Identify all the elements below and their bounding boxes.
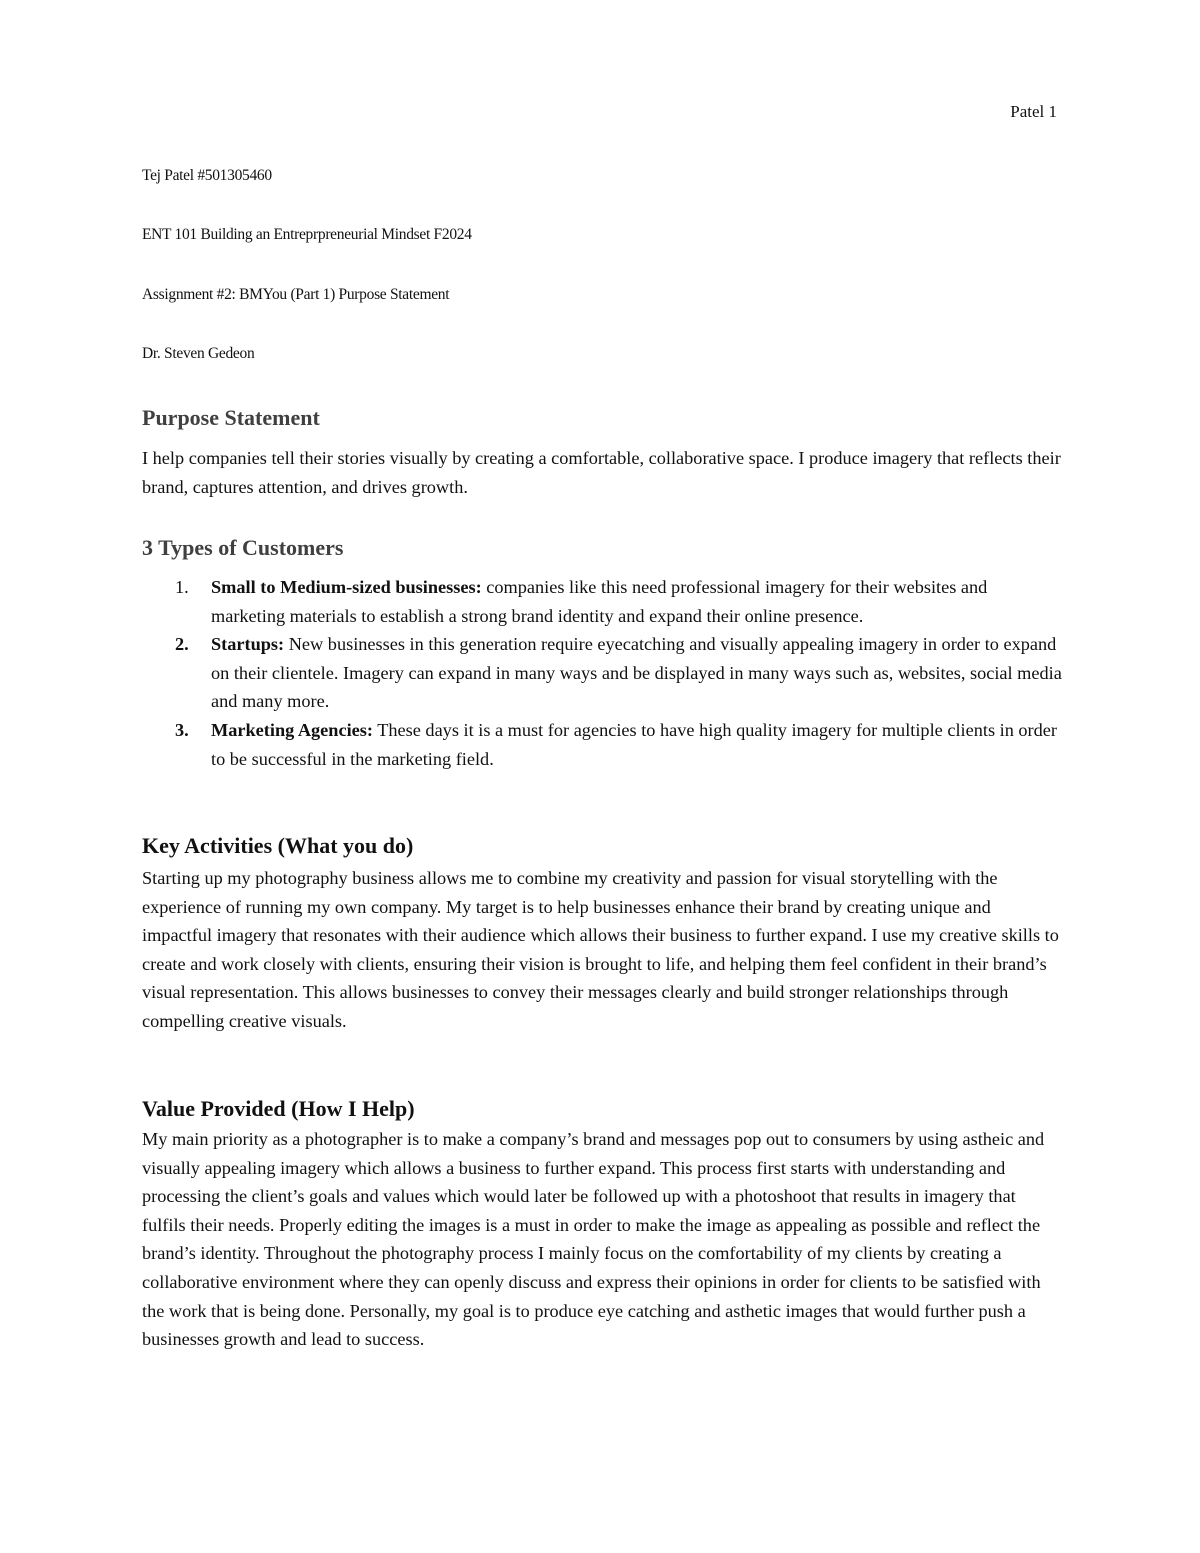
list-item-number: 1. — [175, 577, 189, 597]
purpose-statement-text: I help companies tell their stories visually by creating a comfortable, collaborative space. I produce imagery that reflects their brand, captures attention, and drives growth. — [142, 448, 1061, 497]
student-name-line: Tej Patel #501305460 — [142, 167, 272, 184]
key-activities-text: Starting up my photography business allows me to combine my creativity and passion for visual storytelling with the experience of running my own company. My target is to help businesses enhance their brand by creating unique and impactful imagery that resonates with their audience which allows their business to further expand. I use my creative skills to create and work closely with clients, ensuring their vision is brought to life, and helping them feel confident in their brand’s visual representation. This allows businesses to convey their messages clearly and build stronger relationships through compelling creative visuals. — [142, 868, 1059, 1031]
list-item-text: New businesses in this generation require eyecatching and visually appealing imagery in order to expand on their clientele. Imagery can expand in many ways and be displayed in many ways such as, websites, social media and many more. — [211, 634, 1062, 712]
page-header: Patel 1 — [1010, 102, 1057, 121]
list-item-text: companies like this need professional imagery for their websites and marketing materials to establish a strong brand identity and expand their online presence. — [211, 577, 988, 626]
value-provided-text: My main priority as a photographer is to make a company’s brand and messages pop out to consumers by using astheic and visually appealing imagery which allows a business to further expand. This process first starts with understanding and processing the client’s goals and values which would later be followed up with a photoshoot that results in imagery that fulfils their needs. Properly editing the images is a must in order to make the image as appealing as possible and reflect the brand’s identity. Throughout the photography process I mainly focus on the comfortability of my clients by creating a collaborative environment where they can openly discuss and express their opinions in order for clients to be satisfied with the work that is being done. Personally, my goal is to produce eye catching and asthetic images that would further push a businesses growth and lead to success. — [142, 1129, 1045, 1350]
list-item — [142, 716, 1062, 773]
key-activities-heading: Key Activities (What you do) — [142, 833, 414, 858]
list-item — [142, 573, 1062, 630]
list-item-number: 2. — [175, 634, 189, 655]
list-item-term: Marketing Agencies: — [211, 719, 373, 740]
instructor-line: Dr. Steven Gedeon — [142, 345, 255, 362]
assignment-line: Assignment #2: BMYou (Part 1) Purpose Statement — [142, 286, 450, 303]
course-line: ENT 101 Building an Entreprpreneurial Mindset F2024 — [142, 226, 472, 243]
list-item-term: Small to Medium-sized businesses: — [211, 577, 482, 597]
list-item-term: Startups: — [211, 634, 285, 655]
customer-types-list — [142, 573, 1062, 773]
list-item-number: 3. — [175, 719, 189, 740]
purpose-statement-heading: Purpose Statement — [142, 405, 320, 430]
value-provided-heading: Value Provided (How I Help) — [142, 1096, 415, 1121]
list-item — [142, 630, 1062, 716]
customer-types-heading: 3 Types of Customers — [142, 535, 344, 560]
list-item-text: These days it is a must for agencies to have high quality imagery for multiple clients in order to be successful in the marketing field. — [211, 719, 1057, 769]
